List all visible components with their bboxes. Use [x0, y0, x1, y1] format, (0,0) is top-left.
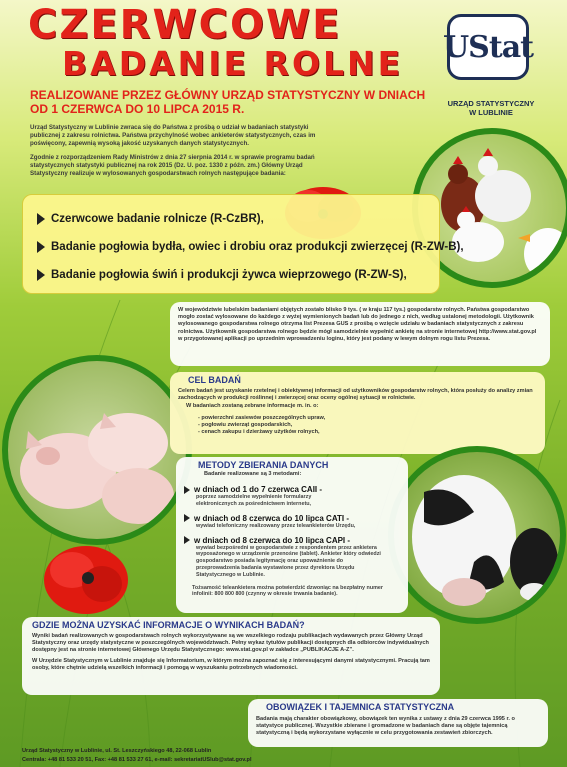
- institution-line-1: URZĄD STATYSTYCZNY: [447, 99, 535, 108]
- results-paragraph-2: W Urzędzie Statystycznym w Lublinie znajduje się Informatorium, w którym można zapoznać się z interesującymi danymi statystycznymi. Pracują tam osoby, które chętnie udzielą wszelkich informacji i pomogą w wyszukaniu potrzebnych wiadomości.: [32, 657, 430, 671]
- intro-paragraph-1: Urząd Statystyczny w Lublinie zwraca się do Państwa z prośbą o udział w badaniach statystyki publicznej z zakresu rolnictwa. Państwa przychylność wobec ankieterów statystycznych, czas im poświęcony, zapewnią wysoką jakość uzyskanych danych statystycznych.: [30, 124, 316, 147]
- method-heading-text: w dniach od 8 czerwca do 10 lipca CAPI -: [194, 535, 351, 545]
- goal-box: [170, 372, 545, 454]
- arrow-icon: [37, 269, 45, 281]
- survey-item: [37, 269, 407, 281]
- subtitle-line-2: OD 1 CZERWCA DO 10 LIPCA 2015 R.: [30, 102, 245, 116]
- survey-item: [37, 241, 464, 253]
- poppy-flower-bottom: [36, 536, 136, 622]
- survey-label: Badanie pogłowia bydła, owiec i drobiu oraz produkcji zwierzęcej (R-ZW-B),: [51, 241, 464, 253]
- goal-text: Celem badań jest uzyskanie rzetelnej i obiektywnej informacji od użytkowników gospodarstw rolnych, która posłuży do analizy zmian zachodzących w produkcji roślinnej i zwierzęcej oraz oceny ogólnej sytuacji w rolnictwie.: [178, 388, 533, 402]
- arrow-icon: [37, 241, 45, 253]
- methods-title: METODY ZBIERANIA DANYCH: [198, 460, 329, 470]
- obligation-title: OBOWIĄZEK I TAJEMNICA STATYSTYCZNA: [266, 702, 455, 712]
- title-line-2: BADANIE ROLNE: [62, 44, 404, 83]
- results-title: GDZIE MOŻNA UZYSKAĆ INFORMACJE O WYNIKACH BADAŃ?: [32, 620, 305, 630]
- obligation-text: Badania mają charakter obowiązkowy, obowiązek ten wynika z ustawy z dnia 29 czerwca 1995 r. o statystyce publicznej. Wszystkie zbierane i gromadzone w badaniach dane są objęte tajemnicą statystyczną i będą wykorzystane wyłącznie w celu przygotowania zestawień zbiorczych.: [256, 716, 515, 737]
- goal-collected-intro: W badaniach zostaną zebrane informacje m. in. o:: [186, 403, 319, 410]
- footer-contact: Centrala: +48 81 533 20 51, Fax: +48 81 533 27 61, e-mail: sekretariatUSlub@stat.gov.pl: [22, 757, 252, 763]
- institution-name: [432, 99, 550, 117]
- results-paragraph-1: Wyniki badań realizowanych w gospodarstwach rolnych wykorzystywane są we wszelkiego rodzaju publikacjach wydawanych przez Główny Urząd Statystyczny oraz urzędy statystyczne w poszczególnych województwach. Pełny wykaz tytułów publikacji dostępnych dla odbiorców indywidualnych dostępny jest na stronie internetowej Głównego Urzędu Statystycznego: www.stat.gov.pl w zakładce „PUBLIKACJE A-Z”.: [32, 633, 429, 654]
- cows-photo: [388, 446, 566, 624]
- survey-item: [37, 213, 264, 225]
- cows-illustration: [394, 452, 560, 618]
- methods-intro: Badanie realizowane są 3 metodami:: [204, 471, 302, 477]
- arrow-icon: [184, 536, 190, 544]
- chickens-illustration: [418, 134, 566, 282]
- logo-text: UStat: [443, 29, 533, 65]
- title-line-1: CZERWCOWE: [28, 2, 342, 48]
- ustat-logo: [443, 14, 533, 80]
- methods-box: [176, 457, 408, 613]
- pigs-illustration: [8, 361, 186, 539]
- method-heading: [184, 514, 400, 523]
- arrow-icon: [37, 213, 45, 225]
- method-heading: [184, 485, 400, 494]
- survey-label: Badanie pogłowia świń i produkcji żywca wieprzowego (R-ZW-S),: [51, 269, 407, 281]
- arrow-icon: [184, 486, 190, 494]
- method-description: wywiad bezpośredni w gospodarstwie z respondentem przez ankietera wyposażonego w urządzenie przenośne (tablet). Ankieter który odwiedzi gospodarstwo posiada legitymację oraz upoważnienie do przeprowadzenia badania wystawione przez dyrektora Urzędu Statystycznego w Lublinie.: [196, 544, 381, 578]
- goal-item: - cenach zakupu i dzierżawy użytków rolnych,: [198, 429, 320, 436]
- method-heading-text: w dniach od 8 czerwca do 10 lipca CATI -: [194, 513, 349, 523]
- telephone-verification-note: Tożsamość teleankietera można potwierdzić dzwoniąc na bezpłatny numer infolinii: 800 800 800 (czynny w okresie trwania badanie).: [192, 584, 384, 598]
- intro-paragraph-2: Zgodnie z rozporządzeniem Rady Ministrów z dnia 27 sierpnia 2014 r. w sprawie programu badań statystycznych statystyki publicznej na rok 2015 (Dz. U. poz. 1330 z późn. zm.) Główny Urząd Statystyczny realizuje w wylosowanych gospodarstwach rolnych następujące badania:: [30, 154, 315, 177]
- sample-info-text: W województwie lubelskim badaniami objętych zostało blisko 9 tys. ( w kraju 117 tys.) gospodarstw rolnych. Państwa gospodarstwo mogło zostać wylosowane do każdego z wyżej wymienionych badań lub do jednego z nich, według ustalonej metodologii. Użytkownik wylosowanego gospodarstwa rolnego otrzyma list Prezesa GUS z prośbą o wzięcie udziału w badaniach statystycznych z zakresu rolnictwa. Użytkownik gospodarstwa rolnego będzie mógł samodzielnie wypełnić ankietę na stronie internetowej http://www.stat.gov.pl w przygotowanej aplikacji po uprzednim wprowadzeniu loginu, który jest podany w lewym dolnym rogu listu Prezesa.: [178, 307, 537, 342]
- subtitle-line-1: REALIZOWANE PRZEZ GŁÓWNY URZĄD STATYSTYCZNY W DNIACH: [30, 88, 426, 102]
- obligation-box: [248, 699, 548, 747]
- pigs-photo: [2, 355, 192, 545]
- method-item: [184, 536, 400, 579]
- sample-info-box: [170, 302, 550, 366]
- surveys-box: [22, 194, 464, 294]
- results-box: [22, 617, 440, 695]
- method-description: wywiad telefoniczny realizowany przez teleankieterów Urzędu,: [196, 522, 356, 529]
- arrow-icon: [184, 514, 190, 522]
- goal-item: - powierzchni zasiewów poszczególnych upraw,: [198, 414, 326, 421]
- method-heading-text: w dniach od 1 do 7 czerwca CAII -: [194, 485, 323, 495]
- institution-line-2: W LUBLINIE: [469, 108, 513, 117]
- method-item: [184, 514, 400, 530]
- footer-address: Urząd Statystyczny w Lublinie, ul. St. Leszczyńskiego 48, 22-068 Lublin: [22, 748, 212, 754]
- method-item: [184, 485, 400, 508]
- goal-item: - pogłowiu zwierząt gospodarskich,: [198, 421, 293, 428]
- survey-label: Czerwcowe badanie rolnicze (R-CzBR),: [51, 213, 264, 225]
- method-heading: [184, 536, 400, 545]
- method-description: poprzez samodzielne wypełnienie formularzy elektronicznych za pośrednictwem internetu,: [196, 494, 312, 507]
- goal-title: CEL BADAŃ: [188, 375, 241, 385]
